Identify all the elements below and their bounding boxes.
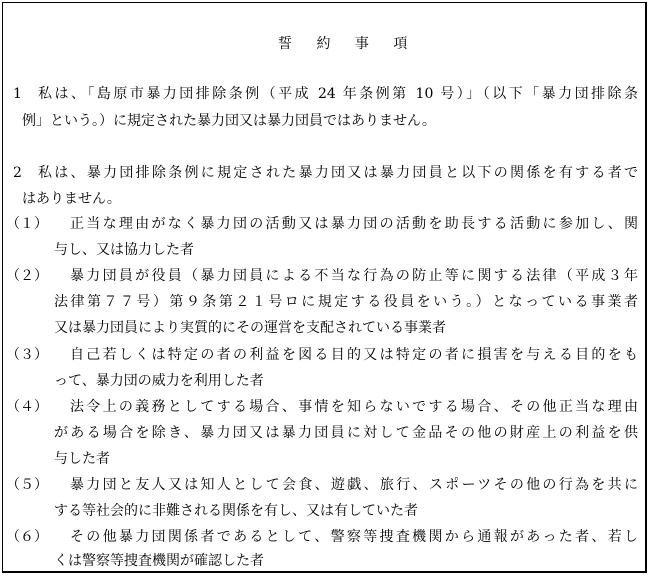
document-title: 誓 約 事 項 — [278, 36, 418, 52]
item-number: （３） — [6, 347, 48, 363]
item-line: 法令上の義務としてする場合、事情を知らないでする場合、その他正当な理由 — [70, 399, 638, 415]
item-line: 自己若しくは特定の者の利益を図る目的又は特定の者に損害を与える目的をも — [70, 347, 638, 363]
item-number: （５） — [6, 477, 48, 493]
clause-line: 私は、暴力団排除条例に規定された暴力団又は暴力団員と以下の関係を有する者で — [38, 165, 638, 181]
item-number: （２） — [6, 268, 48, 284]
item-line: その他暴力団関係者であるとして、警察等捜査機関から通報があった者、若し — [70, 529, 638, 545]
item-number: （６） — [6, 529, 48, 545]
item-line: 正当な理由がなく暴力団の活動又は暴力団の活動を助長する活動に参加し、関 — [70, 216, 638, 232]
item-number: （１） — [6, 216, 48, 232]
clause-number: 1 — [13, 86, 22, 102]
clause-number: 2 — [13, 165, 22, 181]
item-line: がある場合を除き、暴力団又は暴力団員に対して金品その他の財産上の利益を供 — [54, 425, 638, 441]
clause-line: 例」という。）に規定された暴力団又は暴力団員ではありません。 — [22, 113, 436, 129]
item-line: 暴力団員が役員（暴力団員による不当な行為の防止等に関する法律（平成３年 — [70, 268, 638, 284]
item-number: （４） — [6, 399, 48, 415]
clause-line: 私は、「島原市暴力団排除条例（平成 24 年条例第 10 号）」（以下「暴力団排除条 — [38, 86, 638, 102]
item-line: 又は暴力団員により実質的にその運営を支配されている事業者 — [54, 320, 446, 336]
item-line: って、暴力団の威力を利用した者 — [54, 373, 264, 389]
item-line: 法律第７７号）第９条第２１号ロに規定する役員をいう。）となっている事業者 — [54, 294, 638, 310]
item-line: する等社会的に非難される関係を有し、又は有していた者 — [54, 503, 418, 519]
item-line: 与し、又は協力した者 — [54, 242, 194, 258]
item-line: 与した者 — [54, 451, 110, 467]
clause-line: はありません。 — [22, 191, 121, 207]
item-line: 暴力団と友人又は知人として会食、遊戯、旅行、スポーツその他の行為を共に — [70, 477, 638, 493]
item-line: くは警察等捜査機関が確認した者 — [54, 553, 264, 569]
